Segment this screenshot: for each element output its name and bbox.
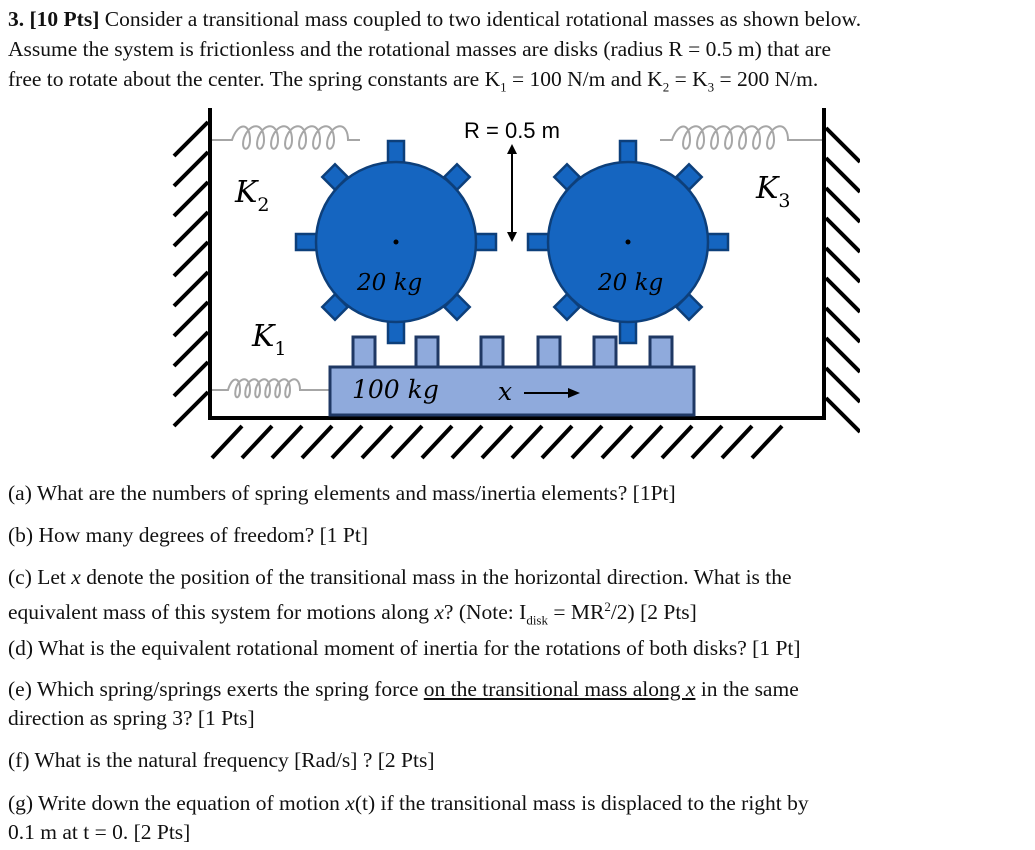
line3-part-b: = 100 N/m and K: [512, 67, 663, 91]
k2-label: [234, 175, 270, 216]
spring-k1: [212, 379, 330, 397]
k3-label: [755, 171, 791, 212]
right-disk: [528, 141, 728, 343]
line3-part-d: = 200 N/m.: [719, 67, 819, 91]
k2-subscript: 2: [662, 79, 670, 95]
c2-part-a: equivalent mass of this system for motions along: [8, 600, 435, 625]
problem-points: [10 Pts]: [29, 7, 100, 31]
spring-k3: [660, 126, 822, 149]
problem-line-2: Assume the system is frictionless and the rotational masses are disks (radius R = 0.5 m) that are: [8, 37, 831, 61]
k2-sub: 2: [257, 194, 270, 216]
mass-spring-disk-diagram: [160, 108, 860, 476]
ground-hatch: [212, 426, 782, 458]
question-e-line-2: direction as spring 3? [1 Pts]: [8, 706, 255, 730]
question-g-line-1: [8, 789, 1028, 818]
right-disk-mass-label: 20 kg: [598, 270, 664, 296]
c2-x: x: [434, 600, 444, 625]
left-disk: [296, 141, 496, 343]
line3-part-c: = K: [674, 67, 708, 91]
g1-x: x: [345, 791, 355, 815]
problem-line-1: [8, 4, 1030, 34]
question-g-line-2: 0.1 m at t = 0. [2 Pts]: [8, 820, 191, 844]
question-a: (a) What are the numbers of spring elements and mass/inertia elements? [1Pt]: [8, 481, 676, 505]
radius-arrow: [507, 144, 517, 242]
left-disk-mass-label: 20 kg: [357, 270, 423, 296]
radius-label: R = 0.5 m: [464, 118, 560, 143]
e1-x: x: [685, 677, 696, 701]
k1-sub: 1: [274, 338, 287, 360]
g1-part-a: (g) Write down the equation of motion: [8, 791, 346, 815]
k1-letter: K: [252, 319, 275, 354]
e1-part-a: (e) Which spring/springs exerts the spring force: [8, 677, 424, 701]
c2-subscript: disk: [526, 612, 548, 628]
problem-statement: [8, 4, 1030, 102]
k3-subscript: 3: [707, 79, 715, 95]
right-wall-hatch: [826, 128, 860, 432]
c2-part-c: = MR: [547, 600, 605, 625]
question-b: (b) How many degrees of freedom? [1 Pt]: [8, 523, 368, 547]
question-f: (f) What is the natural frequency [Rad/s] ? [2 Pts]: [8, 748, 435, 772]
e1-underlined: [424, 677, 696, 701]
question-e: [8, 675, 1028, 733]
question-c-line-2: [8, 592, 1028, 634]
question-c: [8, 563, 1028, 634]
question-g: [8, 789, 1028, 847]
k1-subscript: 1: [500, 79, 507, 95]
question-d: (d) What is the equivalent rotational moment of inertia for the rotations of both disks? [1 Pt]: [8, 636, 801, 660]
x-axis-label: x: [498, 377, 513, 406]
c2-superscript: 2: [604, 599, 611, 614]
c2-part-d: /2) [2 Pts]: [610, 600, 697, 625]
c2-part-b: ? (Note: I: [443, 600, 527, 625]
c1-part-b: denote the position of the transitional mass in the horizontal direction. What is the: [80, 565, 792, 589]
k2-letter: K: [235, 175, 258, 210]
problem-number: 3.: [8, 7, 25, 31]
problem-line-3: [8, 64, 1030, 102]
problem-line-1-text: Consider a transitional mass coupled to two identical rotational masses as shown below.: [104, 7, 862, 31]
e1-underlined-text: on the transitional mass along: [423, 677, 686, 701]
question-c-line-1: [8, 563, 1028, 592]
block-mass-label: 100 kg: [352, 375, 439, 404]
spring-k2: [212, 126, 360, 149]
g1-part-b: (t) if the transitional mass is displaced to the right by: [354, 791, 809, 815]
c1-x: x: [71, 565, 81, 589]
c1-part-a: (c) Let: [8, 565, 72, 589]
e1-part-b: in the same: [695, 677, 799, 701]
k1-label: [251, 319, 287, 360]
question-e-line-1: [8, 675, 1028, 704]
k3-letter: K: [756, 171, 779, 206]
line3-part-a: free to rotate about the center. The spring constants are K: [8, 67, 501, 91]
k3-sub: 3: [778, 190, 791, 212]
left-wall-hatch: [174, 122, 208, 426]
